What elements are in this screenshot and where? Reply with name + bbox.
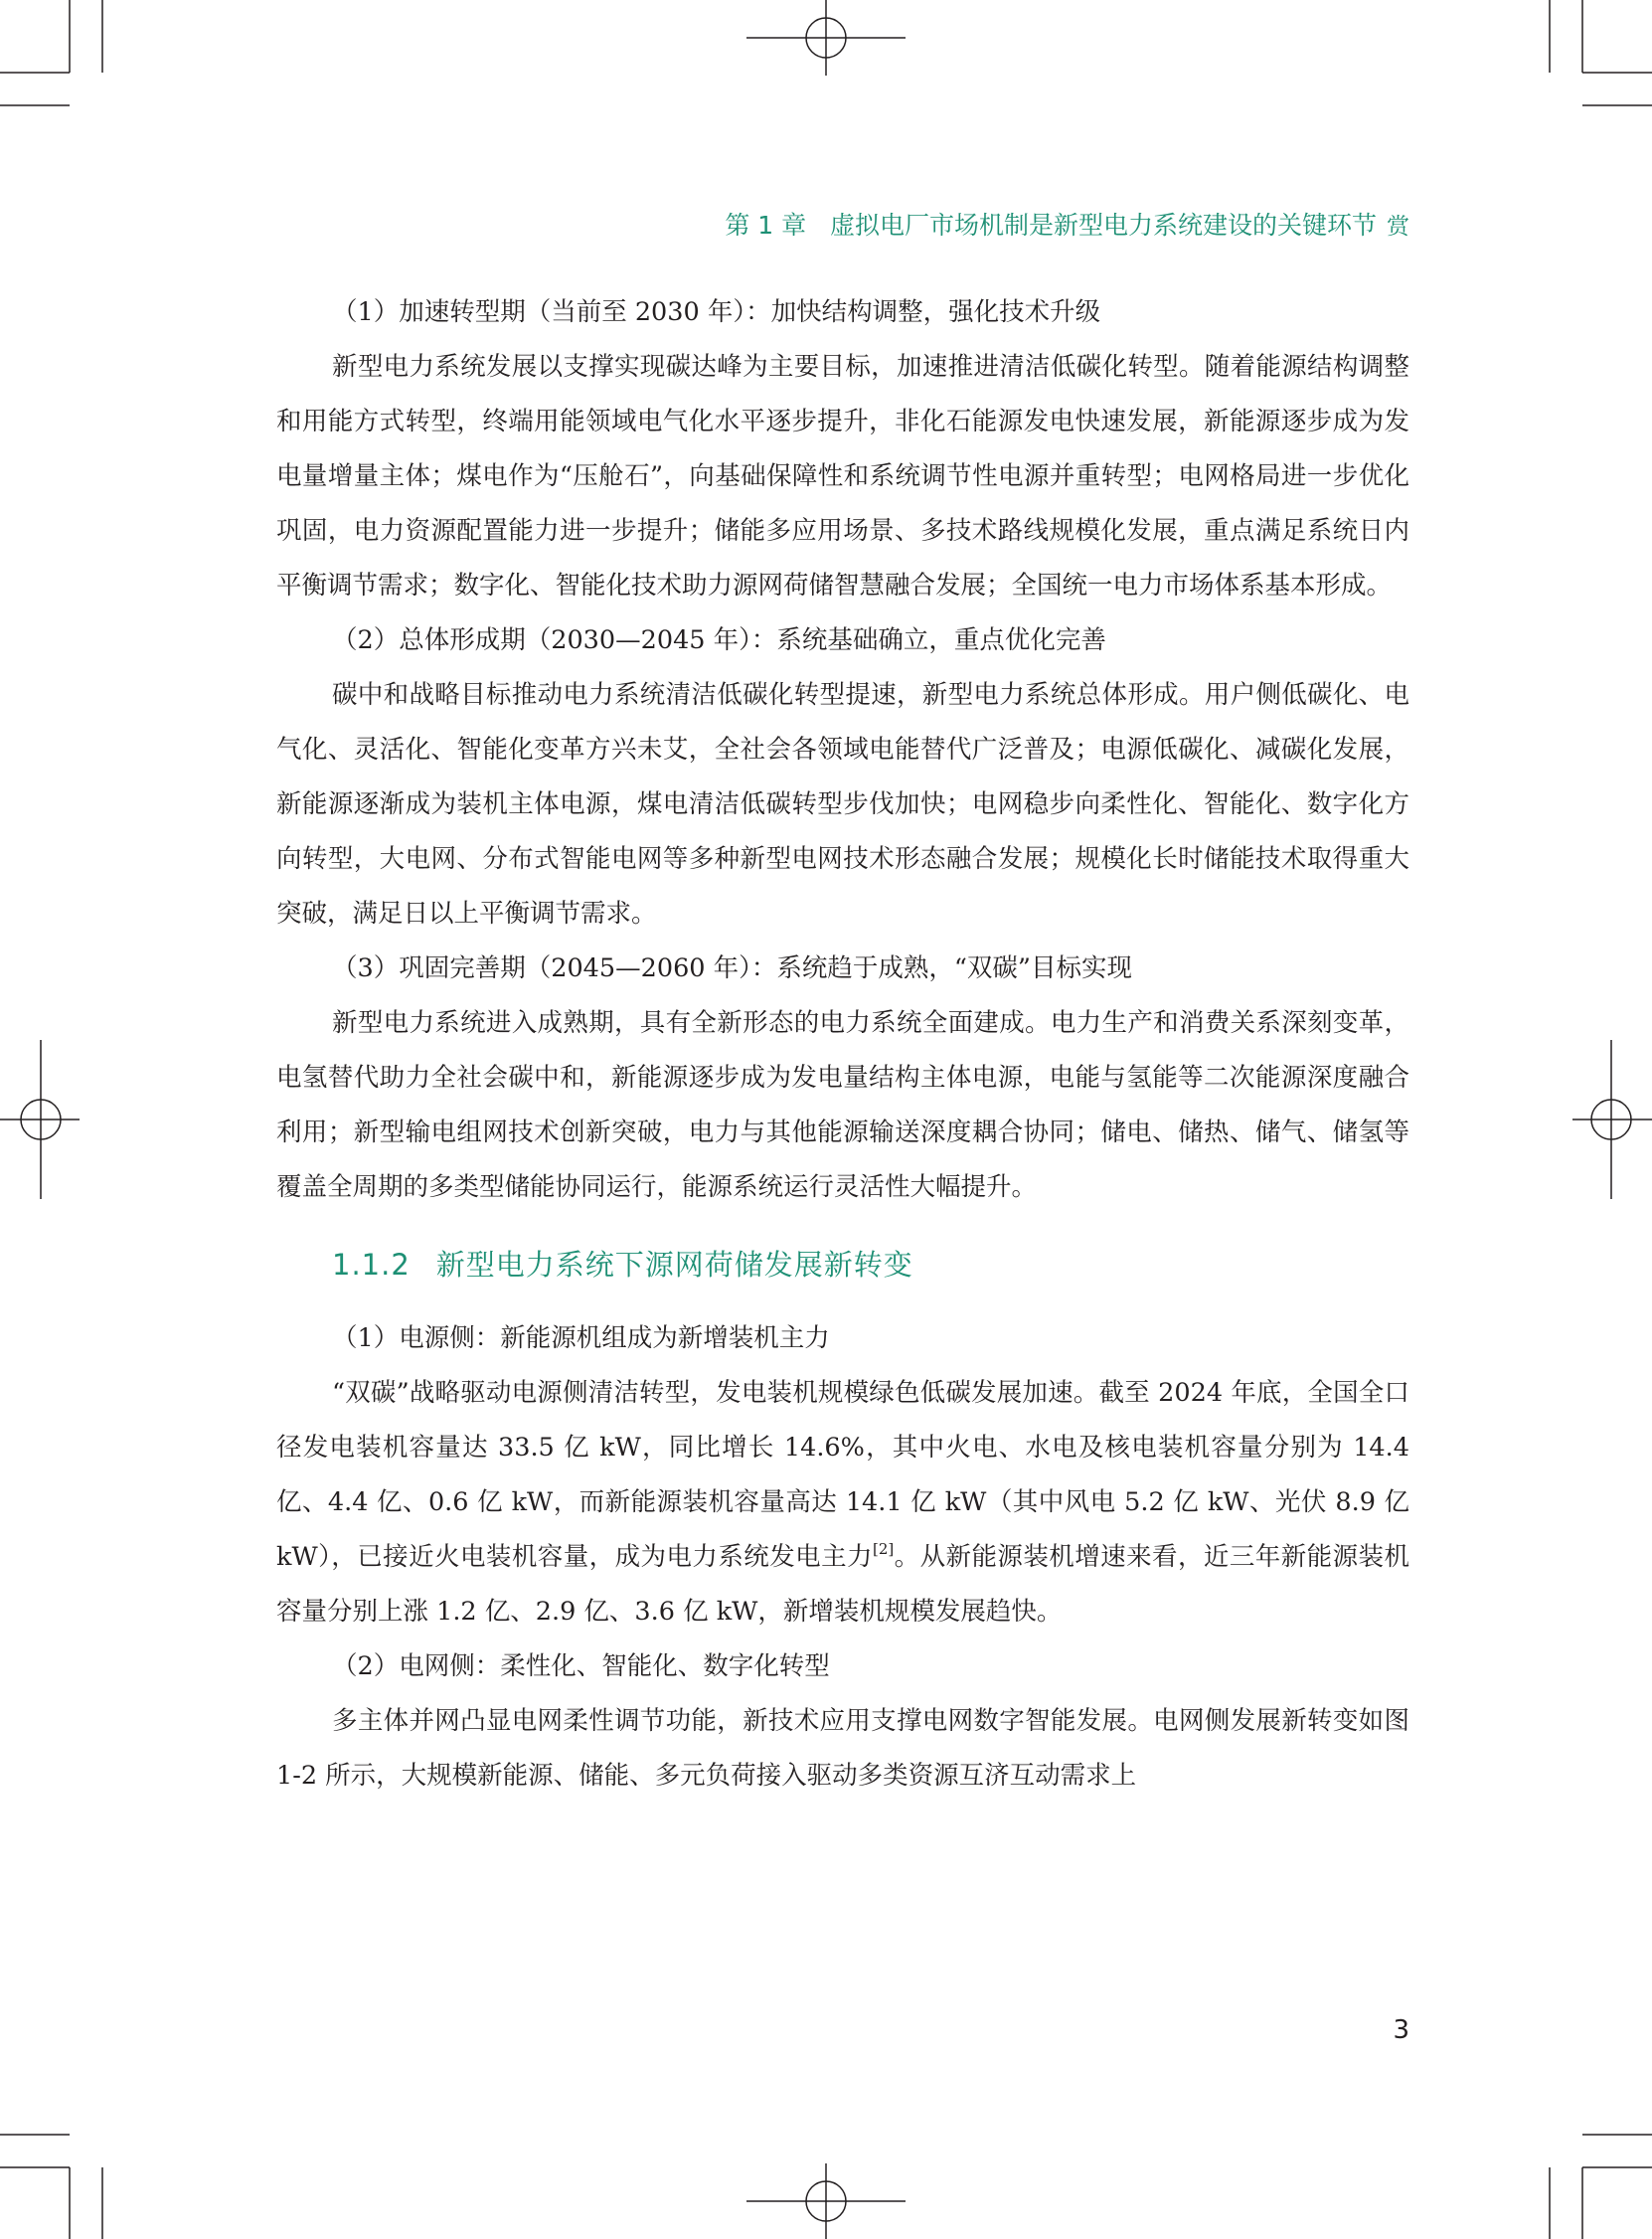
running-header	[596, 206, 1409, 247]
chapter-title: 虚拟电厂市场机制是新型电力系统建设的关键环节	[829, 211, 1377, 240]
subheading-2: （2）总体形成期（2030—2045 年）：系统基础确立，重点优化完善	[332, 625, 1106, 655]
paragraph-2: 碳中和战略目标推动电力系统清洁低碳化转型提速，新型电力系统总体形成。用户侧低碳化、电气化、灵活化、智能化变革方兴未艾，全社会各领域电能替代广泛普及；电源低碳化、减碳化发展，新能源逐渐成为装机主体电源，煤电清洁低碳转型步伐加快；电网稳步向柔性化、智能化、数字化方向转型，大电网、分布式智能电网等多种新型电网技术形态融合发展；规模化长时储能技术取得重大突破，满足日以上平衡调节需求。	[276, 680, 1409, 929]
page-body	[276, 285, 1409, 1804]
paragraph-4-tail: 。从新能源装机增速来看，近三年新能源装机容量分别上涨 1.2 亿、2.9 亿、3.6 亿 kW，新增装机规模发展趋快。	[276, 1542, 1409, 1627]
header-ornament-icon: 赏	[1387, 214, 1409, 240]
paragraph-5: 多主体并网凸显电网柔性调节功能，新技术应用支撑电网数字智能发展。电网侧发展新转变如图 1-2 所示，大规模新能源、储能、多元负荷接入驱动多类资源互济互动需求上	[276, 1706, 1409, 1791]
subheading-4: （1）电源侧：新能源机组成为新增装机主力	[332, 1323, 830, 1353]
paragraph-4	[276, 1366, 1409, 1639]
citation-ref[interactable]: [2]	[872, 1540, 895, 1558]
section-number: 1.1.2	[332, 1248, 411, 1282]
paragraph-1: 新型电力系统发展以支撑实现碳达峰为主要目标，加速推进清洁低碳化转型。随着能源结构调整和用能方式转型，终端用能领域电气化水平逐步提升，非化石能源发电快速发展，新能源逐步成为发电量增量主体；煤电作为“压舱石”，向基础保障性和系统调节性电源并重转型；电网格局进一步优化巩固，电力资源配置能力进一步提升；储能多应用场景、多技术路线规模化发展，重点满足系统日内平衡调节需求；数字化、智能化技术助力源网荷储智慧融合发展；全国统一电力市场体系基本形成。	[276, 352, 1409, 601]
subheading-1: （1）加速转型期（当前至 2030 年）：加快结构调整，强化技术升级	[332, 297, 1101, 327]
section-title: 新型电力系统下源网荷储发展新转变	[435, 1248, 913, 1282]
section-heading	[332, 1241, 1409, 1289]
subheading-5: （2）电网侧：柔性化、智能化、数字化转型	[332, 1651, 830, 1681]
paragraph-4-text: “双碳”战略驱动电源侧清洁转型，发电装机规模绿色低碳发展加速。截至 2024 年底，全国全口径发电装机容量达 33.5 亿 kW，同比增长 14.6%，其中火电、水电及核电装机容量分别为 14.4 亿、4.4 亿、0.6 亿 kW，而新能源装机容量高达 14.1 亿 kW（其中风电 5.2 亿 kW、光伏 8.9 亿 kW），已接近火电装机容量，成为电力系统发电主力	[276, 1378, 1409, 1572]
page-number: 3	[1393, 2015, 1409, 2045]
subheading-3: （3）巩固完善期（2045—2060 年）：系统趋于成熟，“双碳”目标实现	[332, 953, 1132, 983]
chapter-number: 第 1 章	[725, 211, 807, 240]
paragraph-3: 新型电力系统进入成熟期，具有全新形态的电力系统全面建成。电力生产和消费关系深刻变革，电氢替代助力全社会碳中和，新能源逐步成为发电量结构主体电源，电能与氢能等二次能源深度融合利用；新型输电组网技术创新突破，电力与其他能源输送深度耦合协同；储电、储热、储气、储氢等覆盖全周期的多类型储能协同运行，能源系统运行灵活性大幅提升。	[276, 1008, 1409, 1202]
